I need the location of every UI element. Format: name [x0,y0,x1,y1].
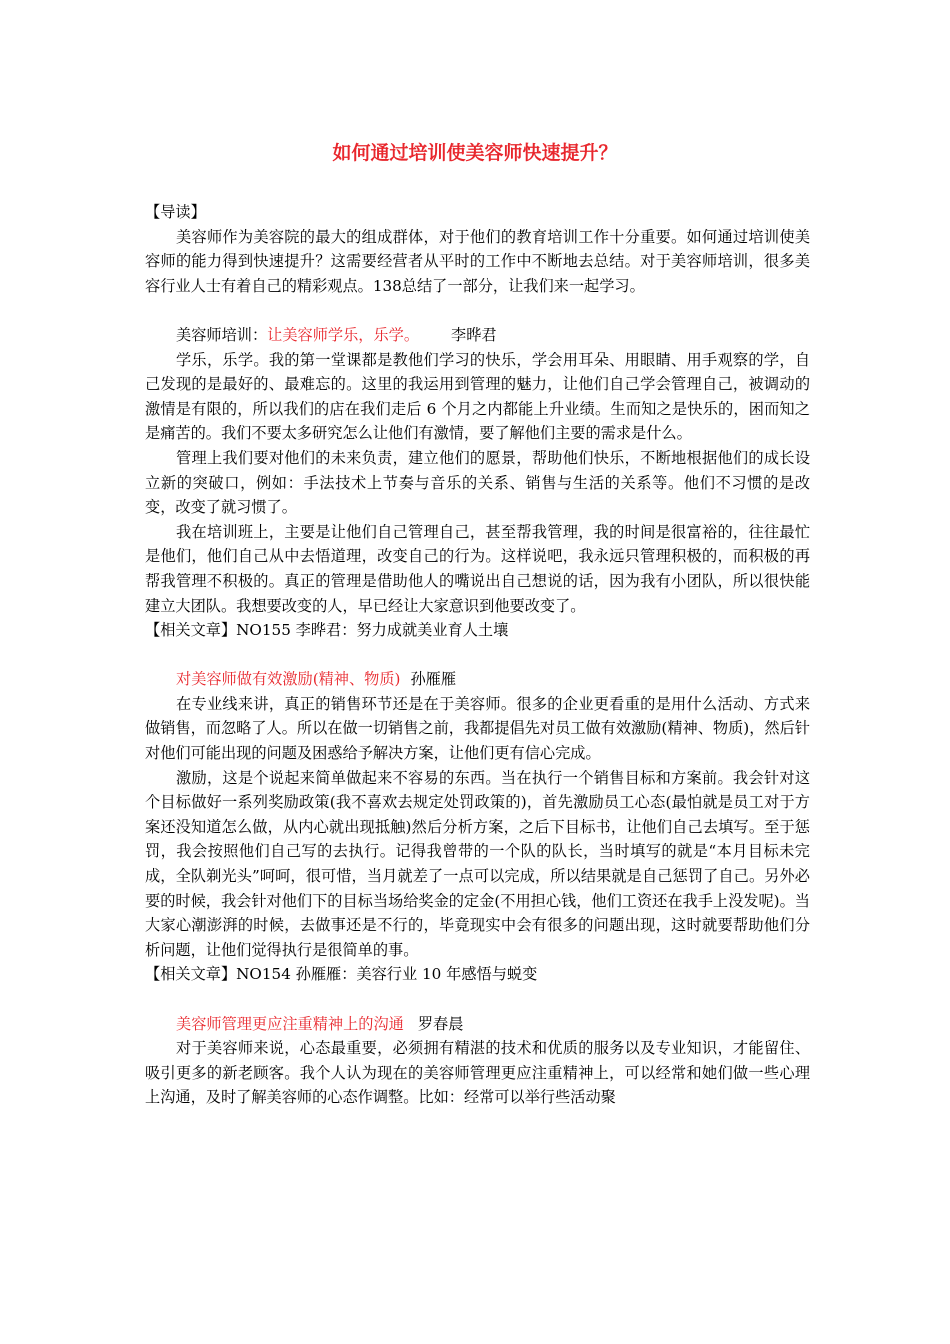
related-article: 【相关文章】NO155 李晔君：努力成就美业育人土壤 [145,621,509,640]
document-body [145,200,810,1110]
document-title: 如何通过培训使美容师快速提升？ [332,142,618,164]
section-author: 李晔君 [451,325,497,344]
section-author: 孙雁雁 [410,670,457,689]
intro-paragraph: 美容师作为美容院的最大的组成群体，对于他们的教育培训工作十分重要。如何通过培训使美容师的能力得到快速提升？这需要经营者从平时的工作中不断地去总结。对于美容师培训，很多美容行业人士有着自己的精彩观点。138总结了一部分，让我们来一起学习。 [145,227,810,295]
section-author: 罗春晨 [417,1014,464,1033]
section-heading [145,1012,810,1037]
section-heading [145,667,810,692]
section-heading-red: 让美容师学乐，乐学。 [267,325,419,344]
section-heading [145,323,810,348]
spacer [145,298,810,323]
section-heading-prefix: 美容师培训： [176,325,268,344]
spacer [145,987,810,1012]
section-paragraph: 我在培训班上，主要是让他们自己管理自己，甚至帮我管理，我的时间是很富裕的，往往最忙是他们，他们自己从中去悟道理，改变自己的行为。这样说吧，我永远只管理积极的，而积极的再帮我管理不积极的。真正的管理是借助他人的嘴说出自己想说的话，因为我有小团队，所以很快能建立大团队。我想要改变的人，早已经让大家意识到他要改变了。 [145,522,810,615]
section-paragraph: 激励，这是个说起来简单做起来不容易的东西。当在执行一个销售目标和方案前。我会针对这个目标做好一系列奖励政策(我不喜欢去规定处罚政策的)，首先激励员工心态(最怕就是员工对于方案还没知道怎么做，从内心就出现抵触)然后分析方案，之后下目标书，让他们自己去填写。至于惩罚，我会按照他们自己写的去执行。记得我曾带的一个队的队长，当时填写的就是“本月目标未完成，全队剃光头”呵呵，很可惜，当月就差了一点可以完成，所以结果就是自己惩罚了自己。另外必要的时候，我会针对他们下的目标当场给奖金的定金(不用担心钱，他们工资还在我手上没发呢)。当大家心潮澎湃的时候，去做事还是不行的，毕竟现实中会有很多的问题出现，这时就要帮助他们分析问题，让他们觉得执行是很简单的事。 [145,768,810,959]
section-heading-red: 对美容师做有效激励(精神、物质) [176,670,401,689]
intro-label: 【导读】 [145,203,206,221]
section-paragraph: 在专业线来讲，真正的销售环节还是在于美容师。很多的企业更看重的是用什么活动、方式来做销售，而忽略了人。所以在做一切销售之前，我都提倡先对员工做有效激励(精神、物质)，然后针对他们可能出现的问题及困惑给予解决方案，让他们更有信心完成。 [145,694,810,763]
related-article: 【相关文章】NO154 孙雁雁：美容行业 10 年感悟与蜕变 [145,965,538,984]
section-heading-red: 美容师管理更应注重精神上的沟通 [176,1014,404,1033]
section-paragraph: 管理上我们要对他们的未来负责，建立他们的愿景，帮助他们快乐，不断地根据他们的成长设立新的突破口，例如：手法技术上节奏与音乐的关系、销售与生活的关系等。他们不习惯的是改变，改变了就习惯了。 [145,448,810,517]
section-paragraph: 对于美容师来说，心态最重要，必须拥有精湛的技术和优质的服务以及专业知识，才能留住、吸引更多的新老顾客。我个人认为现在的美容师管理更应注重精神上，可以经常和她们做一些心理上沟通，及时了解美容师的心态作调整。比如：经常可以举行些活动聚 [145,1039,810,1107]
spacer [145,643,810,668]
section-paragraph: 学乐，乐学。我的第一堂课都是教他们学习的快乐，学会用耳朵、用眼睛、用手观察的学，自己发现的是最好的、最难忘的。这里的我运用到管理的魅力，让他们自己学会管理自己，被调动的激情是有限的，所以我们的店在我们走后 6 个月之内都能上升业绩。生而知之是快乐的，困而知之是痛苦的。我们不要太多研究怎么让他们有激情，要了解他们主要的需求是什么。 [145,350,810,443]
